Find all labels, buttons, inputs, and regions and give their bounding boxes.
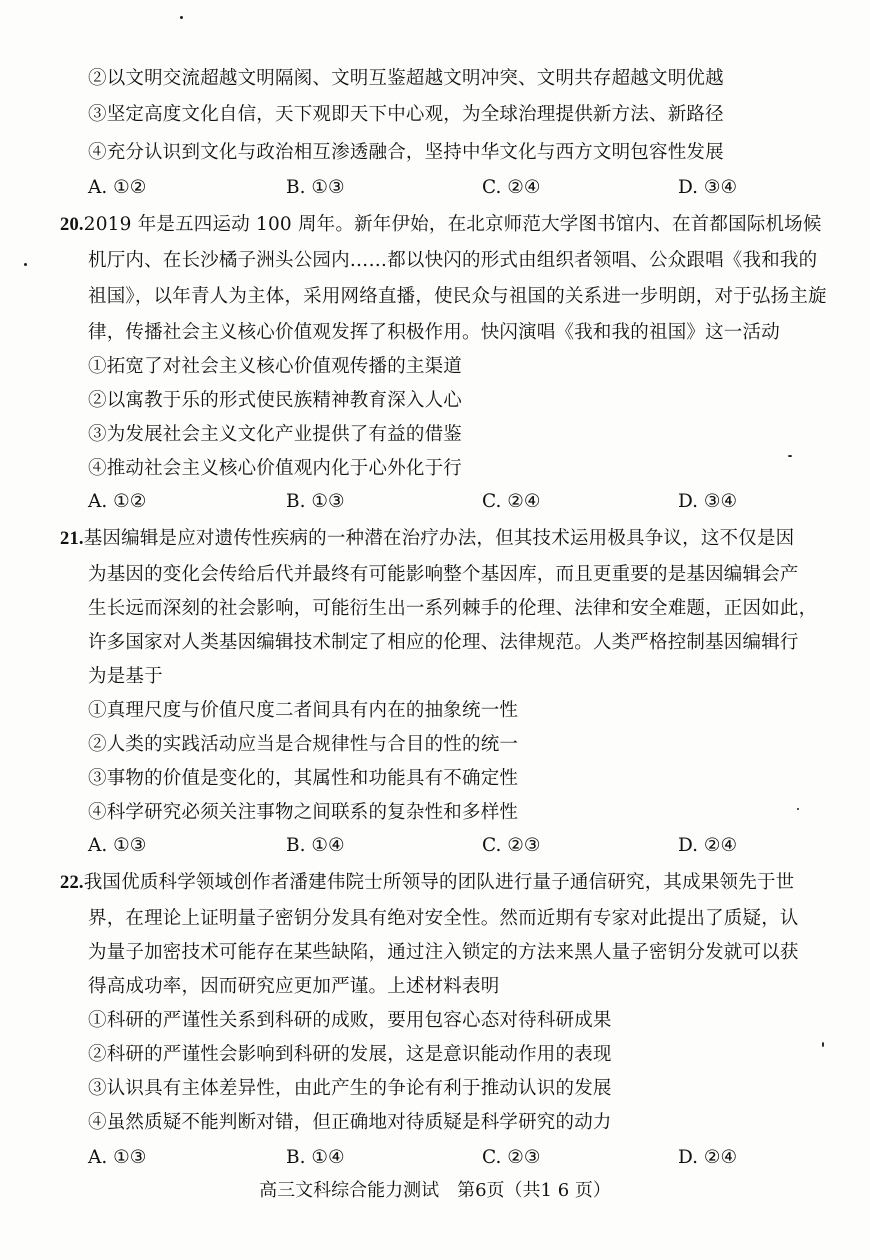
option-line: ①拓宽了对社会主义核心价值观传播的主渠道: [88, 356, 463, 377]
answer-choices: [88, 176, 788, 200]
answer-choices: [88, 490, 788, 514]
scan-speck: [797, 808, 799, 810]
question-stem-line: 为量子加密技术可能存在某些缺陷，通过注入锁定的方法来黑人量子密钥分发就可以获: [88, 942, 799, 963]
option-line: ④科学研究必须关注事物之间联系的复杂性和多样性: [88, 802, 519, 823]
choice-c: C. ②④: [482, 491, 541, 512]
scan-speck: [822, 1042, 824, 1047]
choice-b: B. ①③: [286, 491, 345, 512]
question-stem-line: 20.2019 年是五四运动 100 周年。新年伊始，在北京师范大学图书馆内、在首都国际机场候: [60, 214, 822, 235]
scan-speck: [788, 455, 792, 457]
choice-c: C. ②③: [482, 1147, 541, 1168]
question-stem-line: 生长远而深刻的社会影响，可能衍生出一系列棘手的伦理、法律和安全难题，正因如此，: [88, 598, 818, 619]
choice-d: D. ②④: [678, 1147, 738, 1168]
scan-speck: [24, 263, 27, 266]
option-line: ①科研的严谨性关系到科研的成败，要用包容心态对待科研成果: [88, 1010, 612, 1031]
choice-a: A. ①②: [88, 177, 147, 198]
option-line: ④推动社会主义核心价值观内化于心外化于行: [88, 458, 463, 479]
choice-c: C. ②③: [482, 835, 541, 856]
choice-d: D. ②④: [678, 835, 738, 856]
scan-speck: [180, 16, 183, 19]
page-footer: 高三文科综合能力测试 第6页（共1 6 页）: [259, 1180, 611, 1201]
option-line: ①真理尺度与价值尺度二者间具有内在的抽象统一性: [88, 700, 519, 721]
choice-b: B. ①④: [286, 1147, 345, 1168]
question-stem-line: 21.基因编辑是应对遗传性疾病的一种潜在治疗办法，但其技术运用极具争议，这不仅是因: [60, 528, 795, 549]
answer-choices: [88, 1146, 788, 1170]
option-line: ④虽然质疑不能判断对错，但正确地对待质疑是科学研究的动力: [88, 1112, 612, 1133]
question-stem-line: 律，传播社会主义核心价值观发挥了积极作用。快闪演唱《我和我的祖国》这一活动: [88, 322, 780, 343]
choice-a: A. ①③: [88, 1147, 147, 1168]
question-stem-line: 为基因的变化会传给后代并最终有可能影响整个基因库，而且更重要的是基因编辑会产: [88, 564, 799, 585]
option-line: ④充分认识到文化与政治相互渗透融合，坚持中华文化与西方文明包容性发展: [88, 142, 724, 163]
answer-choices: [88, 834, 788, 858]
question-stem-line: 机厅内、在长沙橘子洲头公园内……都以快闪的形式由组织者领唱、公众跟唱《我和我的: [88, 250, 818, 271]
question-stem-line: 为是基于: [88, 666, 163, 687]
choice-b: B. ①④: [286, 835, 345, 856]
question-number: 21.: [60, 529, 84, 549]
option-line: ③坚定高度文化自信，天下观即天下中心观，为全球治理提供新方法、新路径: [88, 104, 724, 125]
option-line: ②科研的严谨性会影响到科研的发展，这是意识能动作用的表现: [88, 1044, 612, 1065]
choice-d: D. ③④: [678, 177, 738, 198]
question-stem-line: 22.我国优质科学领域创作者潘建伟院士所领导的团队进行量子通信研究，其成果领先于世: [60, 872, 795, 893]
option-line: ②人类的实践活动应当是合规律性与合目的性的统一: [88, 734, 519, 755]
choice-a: A. ①③: [88, 835, 147, 856]
option-line: ②以文明交流超越文明隔阂、文明互鉴超越文明冲突、文明共存超越文明优越: [88, 68, 724, 89]
question-stem-line: 祖国》，以年青人为主体，采用网络直播，使民众与祖国的关系进一步明朗，对于弘扬主旋: [88, 286, 827, 307]
choice-a: A. ①②: [88, 491, 147, 512]
option-line: ③为发展社会主义文化产业提供了有益的借鉴: [88, 424, 463, 445]
choice-b: B. ①③: [286, 177, 345, 198]
option-line: ②以寓教于乐的形式使民族精神教育深入人心: [88, 390, 463, 411]
question-number: 22.: [60, 873, 84, 893]
question-stem-line: 界，在理论上证明量子密钥分发具有绝对安全性。然而近期有专家对此提出了质疑，认: [88, 908, 799, 929]
choice-c: C. ②④: [482, 177, 541, 198]
question-stem-line: 许多国家对人类基因编辑技术制定了相应的伦理、法律规范。人类严格控制基因编辑行: [88, 632, 799, 653]
option-line: ③认识具有主体差异性，由此产生的争论有利于推动认识的发展: [88, 1078, 612, 1099]
question-number: 20.: [60, 215, 84, 235]
option-line: ③事物的价值是变化的，其属性和功能具有不确定性: [88, 768, 519, 789]
choice-d: D. ③④: [678, 491, 738, 512]
question-stem-line: 得高成功率，因而研究应更加严谨。上述材料表明: [88, 976, 500, 997]
